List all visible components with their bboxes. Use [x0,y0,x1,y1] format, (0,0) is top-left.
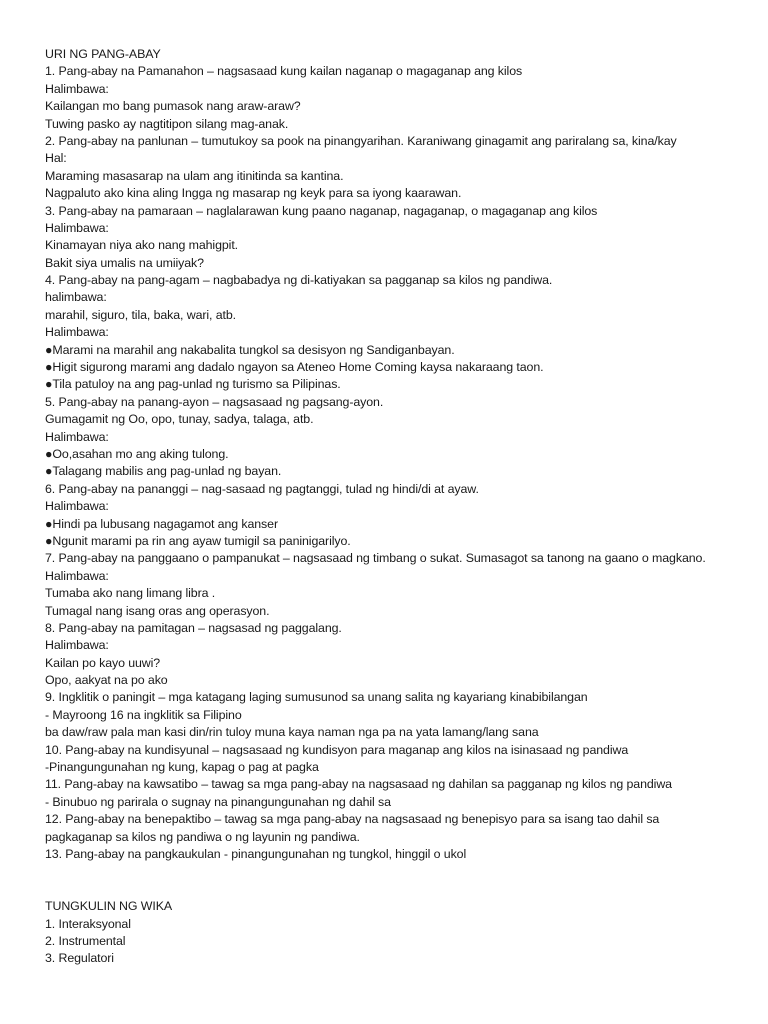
section-heading-uri-ng-pang-abay: URI NG PANG-ABAY [45,47,161,61]
text-line: Opo, aakyat na po ako [45,673,168,688]
text-line: 2. Pang-abay na panlunan – tumutukoy sa pook na pinangyarihan. Karaniwang ginagamit ang pariralang sa, kina/kay [45,133,677,148]
bullet-line: ●Oo,asahan mo ang aking tulong. [45,446,229,461]
text-line: Halimbawa: [45,429,109,444]
text-line: Bakit siya umalis na umiiyak? [45,255,204,270]
bullet-line: ●Higit sigurong marami ang dadalo ngayon sa Ateneo Home Coming kaysa nakaraang taon. [45,360,544,375]
spacer [45,863,760,880]
text-line: Kailangan mo bang pumasok nang araw-araw? [45,99,301,114]
text-line: Kinamayan niya ako nang mahigpit. [45,238,239,253]
bullet-line: ●Tila patuloy na ang pag-unlad ng turismo sa Pilipinas. [45,377,341,392]
text-line: Nagpaluto ako kina aling Ingga ng masarap ng keyk para sa iyong kaarawan. [45,186,462,201]
text-line: marahil, siguro, tila, baka, wari, atb. [45,307,236,322]
text-line: Tuwing pasko ay nagtitipon silang mag-anak. [45,116,289,131]
text-line: halimbawa: [45,290,107,305]
text-line: 12. Pang-abay na benepaktibo – tawag sa mga pang-abay na nagsasaad ng benepisyo para sa isang tao dahil sa [45,812,660,827]
text-line: Tumagal nang isang oras ang operasyon. [45,603,270,618]
text-line: 7. Pang-abay na panggaano o pampanukat – nagsasaad ng timbang o sukat. Sumasagot sa tanong na gaano o magkano. [45,551,706,566]
text-line: 5. Pang-abay na panang-ayon – nagsasaad ng pagsang-ayon. [45,394,384,409]
text-line: 11. Pang-abay na kawsatibo – tawag sa mga pang-abay na nagsasaad ng dahilan sa pagganap ng kilos ng pandiwa [45,777,672,792]
text-line: 3. Regulatori [45,951,114,966]
document-page [45,46,760,968]
text-line: 13. Pang-abay na pangkaukulan - pinangungunahan ng tungkol, hinggil o ukol [45,846,467,861]
text-line: 9. Ingklitik o paningit – mga katagang laging sumusunod sa unang salita ng kayariang kinabibilangan [45,690,588,705]
text-line: Halimbawa: [45,220,109,235]
text-line: pagkaganap sa kilos ng pandiwa o ng layunin ng pandiwa. [45,829,360,844]
bullet-line: ●Hindi pa lubusang nagagamot ang kanser [45,516,278,531]
text-line: 10. Pang-abay na kundisyunal – nagsasaad ng kundisyon para maganap ang kilos na isinasaad ng pandiwa [45,742,629,757]
text-line: 4. Pang-abay na pang-agam – nagbabadya ng di-katiyakan sa pagganap sa kilos ng pandiwa. [45,273,553,288]
text-line: Halimbawa: [45,638,109,653]
text-line: Halimbawa: [45,568,109,583]
bullet-line: ●Marami na marahil ang nakabalita tungkol sa desisyon ng Sandiganbayan. [45,342,455,357]
text-line: -Pinangungunahan ng kung, kapag o pag at pagka [45,760,319,775]
text-line: Hal: [45,151,67,166]
spacer [45,881,760,898]
text-line: 2. Instrumental [45,933,126,948]
text-line: 1. Pang-abay na Pamanahon – nagsasaad kung kailan naganap o magaganap ang kilos [45,64,523,79]
bullet-line: ●Talagang mabilis ang pag-unlad ng bayan. [45,464,282,479]
section-heading-tungkulin-ng-wika: TUNGKULIN NG WIKA [45,899,173,914]
text-line: - Mayroong 16 na ingklitik sa Filipino [45,707,242,722]
bullet-line: ●Ngunit marami pa rin ang ayaw tumigil sa paninigarilyo. [45,533,351,548]
text-line: Gumagamit ng Oo, opo, tunay, sadya, talaga, atb. [45,412,314,427]
text-line: ba daw/raw pala man kasi din/rin tuloy muna kaya naman nga pa na yata lamang/lang sana [45,725,539,740]
text-line: 8. Pang-abay na pamitagan – nagsasad ng paggalang. [45,620,342,635]
text-line: 3. Pang-abay na pamaraan – naglalarawan kung paano naganap, nagaganap, o magaganap ang kilos [45,203,598,218]
text-line: 6. Pang-abay na pananggi – nag-sasaad ng pagtanggi, tulad ng hindi/di at ayaw. [45,481,479,496]
text-line: Halimbawa: [45,499,109,514]
text-line: 1. Interaksyonal [45,916,131,931]
text-line: Halimbawa: [45,81,109,96]
text-line: Tumaba ako nang limang libra . [45,586,216,601]
text-line: Halimbawa: [45,325,109,340]
text-line: Maraming masasarap na ulam ang itinitinda sa kantina. [45,168,344,183]
text-line: - Binubuo ng parirala o sugnay na pinangungunahan ng dahil sa [45,794,391,809]
text-line: Kailan po kayo uuwi? [45,655,161,670]
